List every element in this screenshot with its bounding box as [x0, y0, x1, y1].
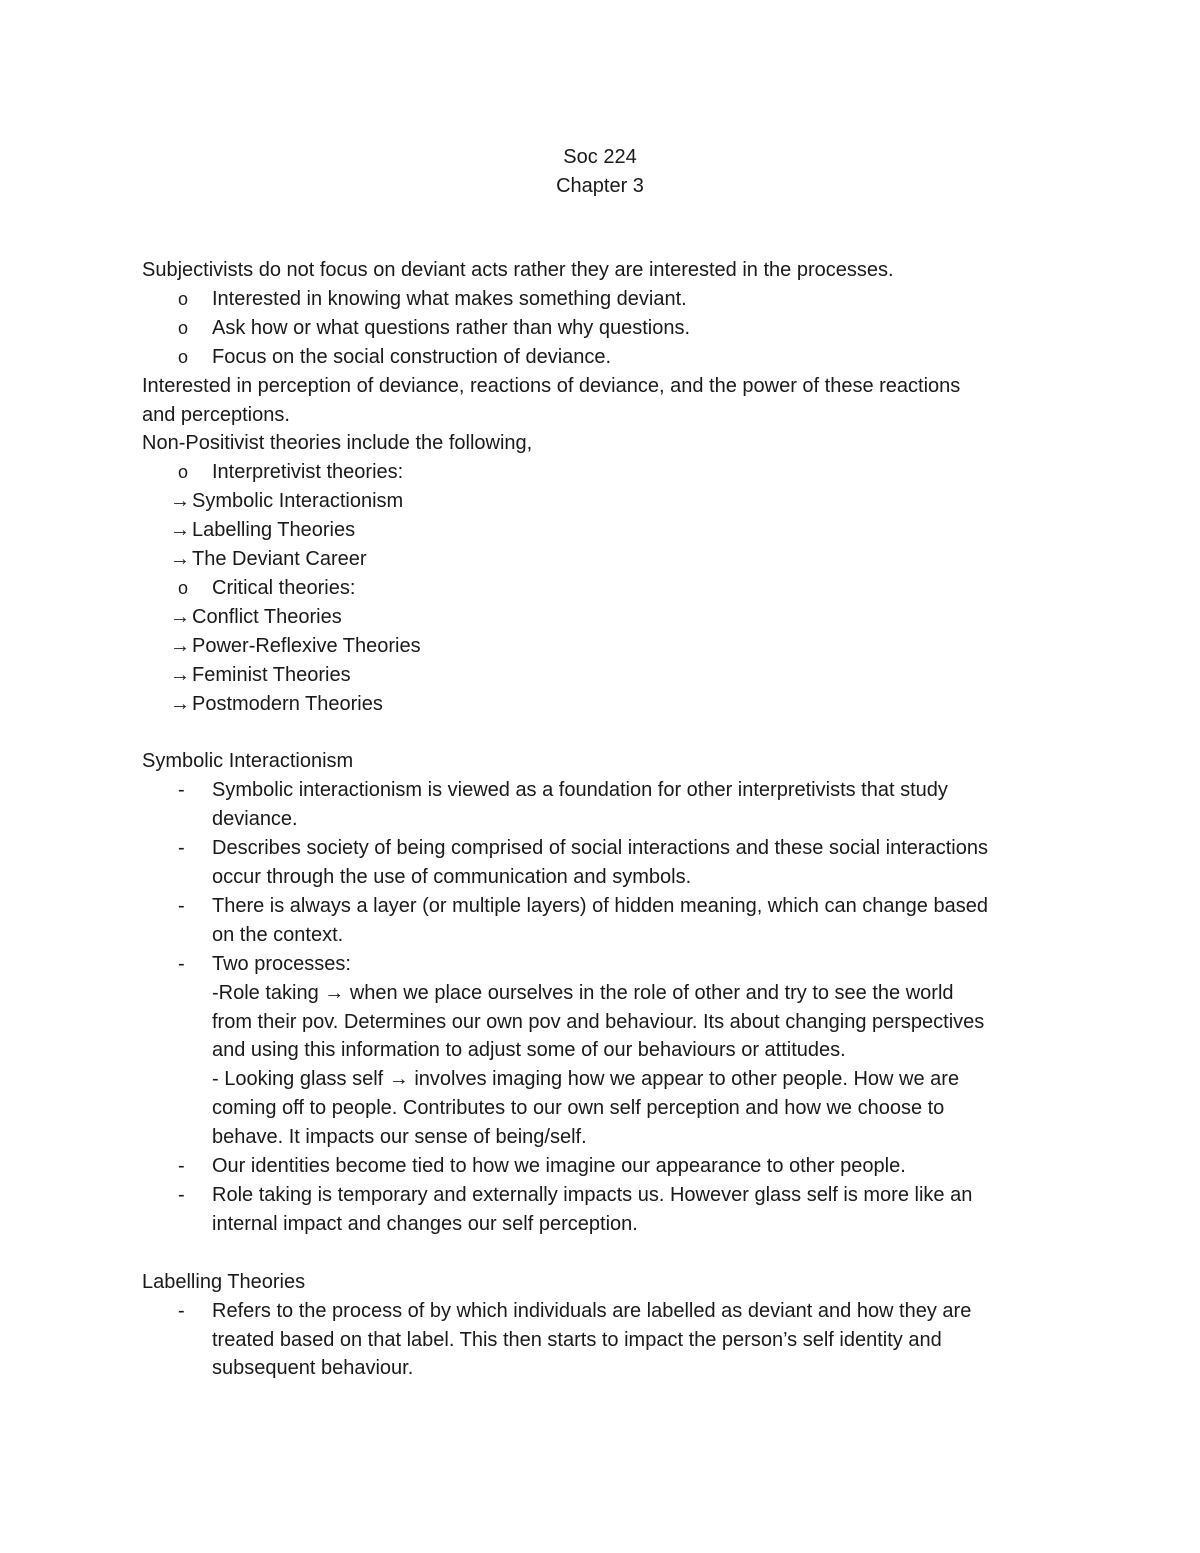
- list-item-continued: and using this information to adjust some of our behaviours or attitudes.: [212, 1039, 846, 1062]
- arrow-item: → Symbolic Interactionism: [170, 490, 404, 513]
- dash-marker: -: [178, 1183, 185, 1206]
- list-item-continued: deviance.: [212, 808, 298, 831]
- list-item: - Role taking is temporary and externally impacts us. However glass self is more like an: [142, 1181, 1062, 1210]
- list-item: o Interested in knowing what makes something deviant.: [142, 285, 1062, 314]
- list-item-continued: treated based on that label. This then starts to impact the person’s self identity and: [212, 1328, 942, 1351]
- arrow-icon: →: [324, 981, 345, 1004]
- list-item-continued: behave. It impacts our sense of being/self.: [212, 1126, 587, 1149]
- list-item-continued: on the context.: [212, 923, 344, 946]
- looking-glass-line: - Looking glass self → involves imaging how we appear to other people. How we are: [212, 1068, 960, 1091]
- bullet-marker: o: [178, 288, 189, 309]
- dash-marker: -: [178, 1155, 185, 1178]
- list-item: o Ask how or what questions rather than why questions.: [142, 314, 1062, 343]
- list-item: o Critical theories:: [142, 574, 1062, 603]
- list-item: - There is always a layer (or multiple layers) of hidden meaning, which can change based: [142, 892, 1062, 921]
- list-item-continued: from their pov. Determines our own pov and behaviour. Its about changing perspectives: [212, 1010, 985, 1033]
- list-item: o Interpretivist theories:: [142, 458, 1062, 487]
- paragraph-line: Non-Positivist theories include the following,: [142, 432, 533, 455]
- intro-line: Subjectivists do not focus on deviant acts rather they are interested in the processes.: [142, 259, 894, 281]
- arrow-item: → Feminist Theories: [170, 663, 351, 686]
- arrow-item: → Power-Reflexive Theories: [170, 634, 421, 657]
- list-item-continued: subsequent behaviour.: [212, 1357, 414, 1380]
- list-item: - Two processes:: [142, 950, 1062, 979]
- bullet-marker: o: [178, 577, 189, 598]
- dash-marker: -: [178, 1299, 185, 1322]
- dash-marker: -: [178, 952, 185, 975]
- course-title: Soc 224: [563, 146, 637, 168]
- section-heading-labelling: Labelling Theories: [142, 1270, 306, 1293]
- bullet-marker: o: [178, 317, 189, 338]
- spacer: [142, 719, 1062, 748]
- document-header: [0, 143, 1200, 201]
- arrow-item: → Labelling Theories: [170, 519, 356, 542]
- arrow-icon: →: [170, 634, 190, 657]
- dash-marker: -: [178, 894, 185, 917]
- section-heading-symbolic: Symbolic Interactionism: [142, 750, 354, 773]
- arrow-icon: →: [170, 692, 190, 715]
- chapter-title: Chapter 3: [556, 175, 644, 197]
- bullet-marker: o: [178, 462, 189, 483]
- spacer: [142, 1239, 1062, 1268]
- list-item: - Symbolic interactionism is viewed as a foundation for other interpretivists that study: [142, 776, 1062, 805]
- bullet-marker: o: [178, 346, 189, 367]
- list-item-continued: internal impact and changes our self perception.: [212, 1212, 638, 1235]
- list-item: o Focus on the social construction of deviance.: [142, 343, 1062, 372]
- role-taking-line: -Role taking → when we place ourselves in the role of other and try to see the world: [212, 981, 954, 1004]
- arrow-icon: →: [170, 519, 190, 542]
- arrow-icon: →: [388, 1068, 409, 1091]
- list-item-continued: occur through the use of communication and symbols.: [212, 866, 692, 889]
- list-item: - Describes society of being comprised of social interactions and these social interactions: [142, 834, 1062, 863]
- list-item: - Our identities become tied to how we imagine our appearance to other people.: [142, 1152, 1062, 1181]
- list-item: - Refers to the process of by which individuals are labelled as deviant and how they are: [142, 1297, 1062, 1326]
- arrow-icon: →: [170, 605, 190, 628]
- list-item-continued: coming off to people. Contributes to our own self perception and how we choose to: [212, 1097, 945, 1120]
- paragraph-line: Interested in perception of deviance, reactions of deviance, and the power of these reactions: [142, 374, 961, 397]
- document-body: [142, 256, 1062, 1383]
- arrow-icon: →: [170, 548, 190, 571]
- arrow-item: → Postmodern Theories: [170, 692, 383, 715]
- arrow-item: → Conflict Theories: [170, 605, 342, 628]
- arrow-item: → The Deviant Career: [170, 548, 367, 571]
- dash-marker: -: [178, 779, 185, 802]
- arrow-icon: →: [170, 663, 190, 686]
- arrow-icon: →: [170, 490, 190, 513]
- paragraph-line: and perceptions.: [142, 403, 290, 426]
- dash-marker: -: [178, 837, 185, 860]
